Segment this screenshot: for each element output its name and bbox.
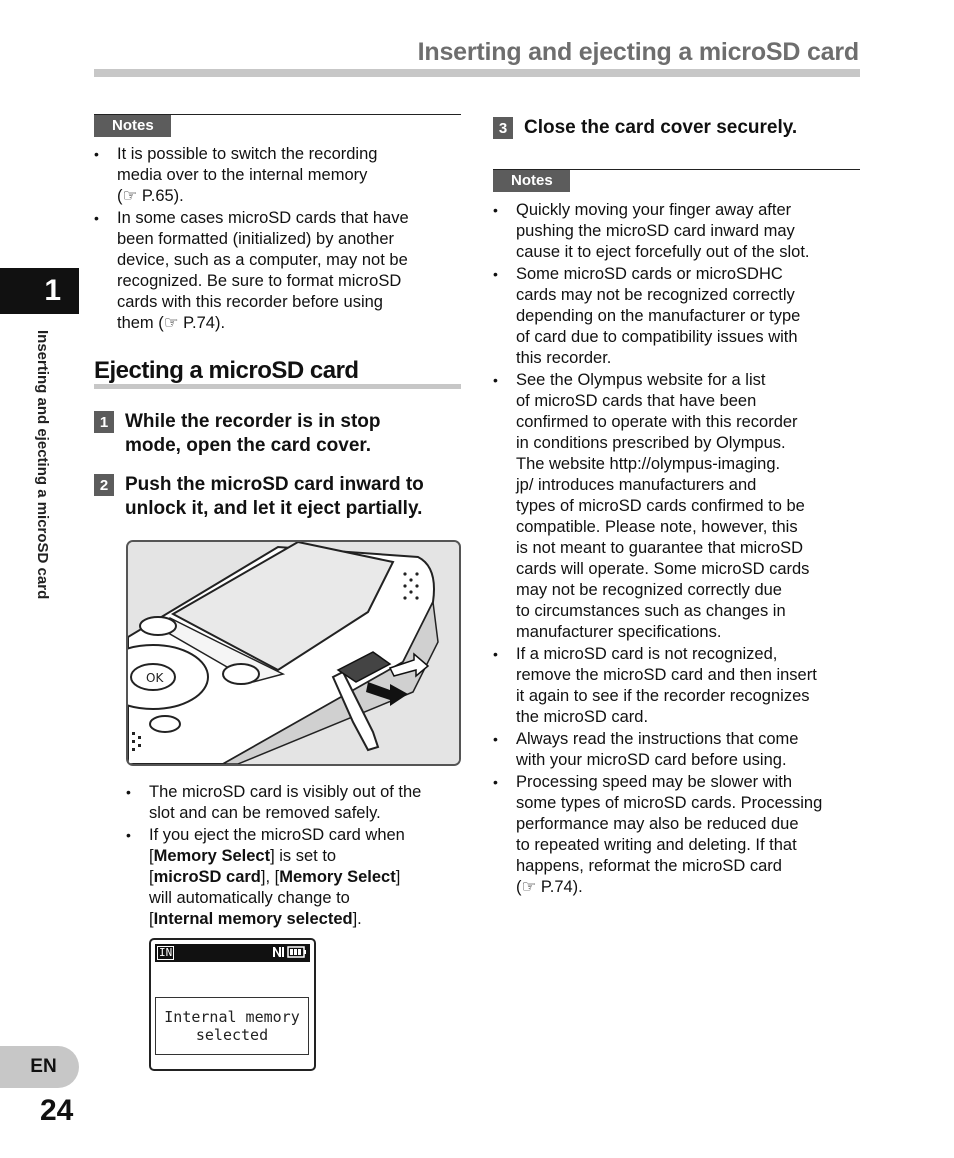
step-number-badge: 1	[94, 411, 114, 433]
note-item: • It is possible to switch the recording media over to the internal memory (☞ P.65).	[94, 144, 461, 207]
menu-term: microSD card	[153, 868, 261, 886]
lcd-status-bar	[155, 944, 310, 962]
battery-icon	[287, 946, 307, 958]
step-1	[94, 410, 381, 458]
svg-text:OK: OK	[146, 671, 164, 685]
notes-label: Notes	[493, 170, 570, 192]
section-rule	[94, 384, 461, 389]
running-title-vertical	[27, 330, 57, 640]
note-item: • Processing speed may be slower with some types of microSD cards. Processing performance may also be reduced due to repeated writing and deleting. If that happens, reformat the microSD card (☞ P.74).	[493, 772, 860, 898]
left-notes	[94, 114, 461, 335]
battery-type-icon	[272, 946, 284, 958]
note-item: • Always read the instructions that come with your microSD card before using.	[493, 729, 860, 771]
page-number: 24	[40, 1094, 74, 1127]
note-item: • Some microSD cards or microSDHC cards may not be recognized correctly depending on the manufacturer or type of card due to compatibility issues with this recorder.	[493, 264, 860, 369]
running-title: Inserting and ejecting a microSD card	[34, 330, 51, 600]
step-text: Close the card cover securely.	[524, 117, 798, 138]
page-header-title: Inserting and ejecting a microSD card	[417, 38, 859, 66]
internal-memory-icon: IN	[159, 946, 173, 959]
chapter-tab	[0, 268, 79, 314]
notes-label: Notes	[94, 115, 171, 137]
lcd-message: Internal memory selected	[155, 997, 309, 1055]
list-item: • If you eject the microSD card when [Memory Select] is set to [microSD card], [Memory Select] will automatically change to [Internal memory selected].	[126, 825, 456, 930]
note-item: • Quickly moving your finger away after pushing the microSD card inward may cause it to eject forcefully out of the slot.	[493, 200, 860, 263]
menu-term: Internal memory selected	[153, 910, 353, 928]
recorder-illustration	[126, 540, 461, 766]
chapter-number: 1	[44, 274, 61, 307]
recorder-drawing	[128, 542, 459, 764]
notes-list	[94, 144, 461, 334]
step-2	[94, 473, 424, 521]
step-number-badge: 2	[94, 474, 114, 496]
lcd-screen	[149, 938, 316, 1071]
menu-term: Memory Select	[153, 847, 271, 865]
section-title: Ejecting a microSD card	[94, 357, 359, 384]
right-notes	[493, 169, 860, 899]
note-item: • See the Olympus website for a list of microSD cards that have been confirmed to operate with this recorder in conditions prescribed by Olympus. The website http://olympus-imaging. jp/ introduces manufacturers and types of microSD cards confirmed to be compatible. Please note, however, this is not meant to guarantee that microSD cards will operate. Some microSD cards may not be recognized correctly due to circumstances such as changes in manufacturer specifications.	[493, 370, 860, 643]
step-number-badge: 3	[493, 117, 513, 139]
header-rule	[94, 69, 860, 77]
step-2-notes	[126, 782, 456, 931]
step-text: Push the microSD card inward to unlock it, and let it eject partially.	[125, 474, 424, 519]
step-3	[493, 116, 797, 140]
language-tab	[0, 1046, 79, 1088]
note-item: • If a microSD card is not recognized, remove the microSD card and then insert it again to see if the recorder recognizes the microSD card.	[493, 644, 860, 728]
list-item: • The microSD card is visibly out of the slot and can be removed safely.	[126, 782, 456, 824]
lcd-status-icons	[272, 946, 307, 958]
step-text: While the recorder is in stop mode, open the card cover.	[125, 411, 381, 456]
menu-term: Memory Select	[279, 868, 396, 886]
notes-list	[493, 200, 860, 898]
language-label: EN	[30, 1056, 57, 1077]
note-item: • In some cases microSD cards that have been formatted (initialized) by another device, such as a computer, may not be recognized. Be sure to format microSD cards with this recorder before using them (☞ P.74).	[94, 208, 461, 334]
